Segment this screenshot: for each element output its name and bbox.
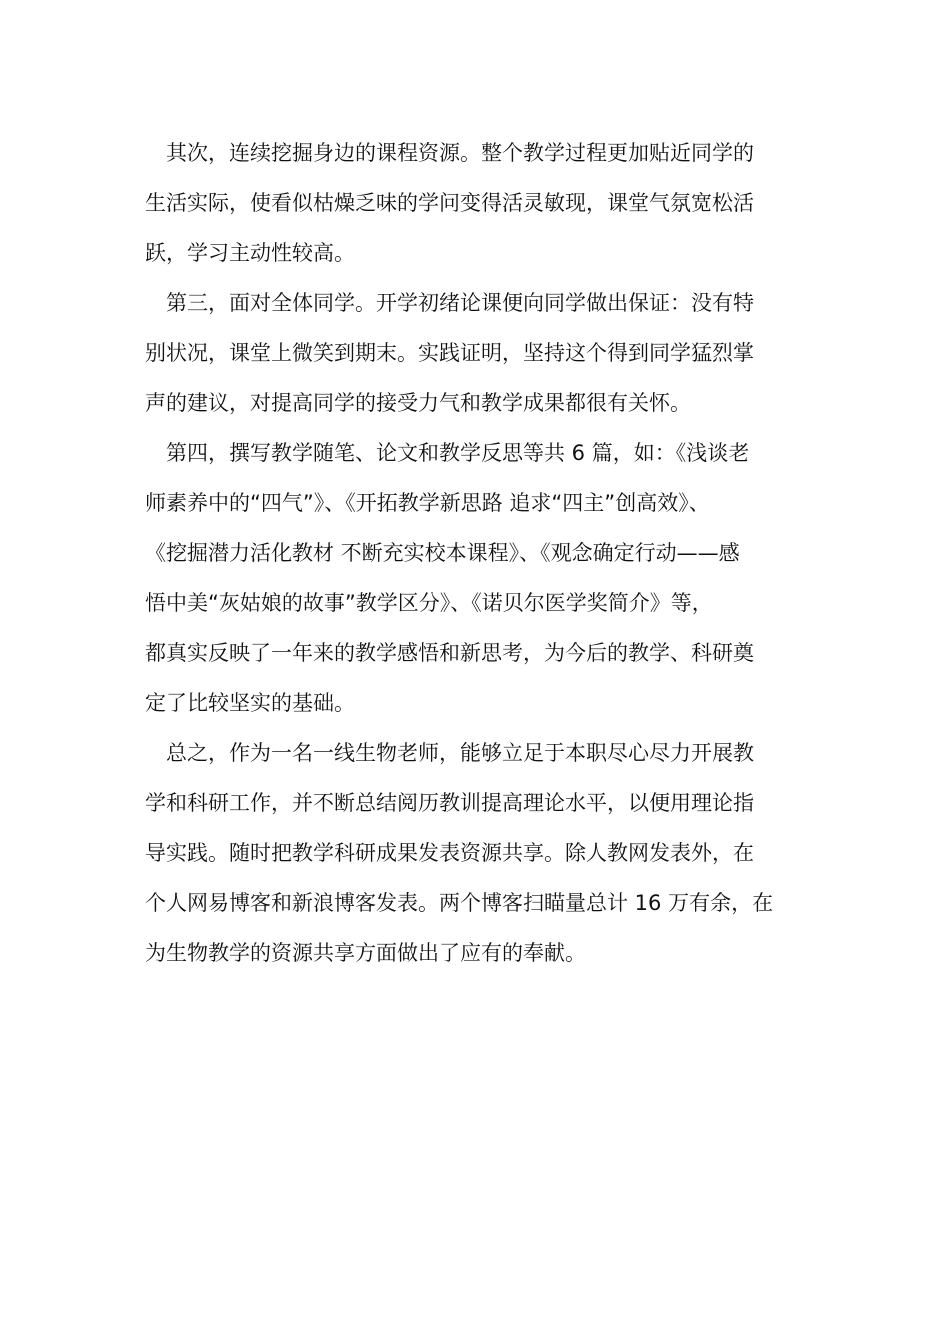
text-line: 都真实反映了一年来的教学感悟和新思考，为今后的教学、科研奠: [145, 641, 754, 665]
text-line: 其次，连续挖掘身边的课程资源。整个教学过程更加贴近同学的: [166, 141, 754, 165]
text-line: 第三，面对全体同学。开学初绪论课便向同学做出保证：没有特: [166, 291, 754, 315]
text-line: 定了比较坚实的基础。: [145, 691, 355, 715]
text-line: 学和科研工作，并不断总结阅历教训提高理论水平，以便用理论指: [145, 791, 754, 815]
text-line: 悟中美“灰姑娘的故事”教学区分》、《诺贝尔医学奖简介》等，: [145, 591, 713, 615]
paragraph-3: [145, 428, 825, 728]
text-line: 个人网易博客和新浪博客发表。两个博客扫瞄量总计 16 万有余，在: [145, 891, 774, 915]
text-line: 为生物教学的资源共享方面做出了应有的奉献。: [145, 941, 586, 965]
text-line: 第四，撰写教学随笔、论文和教学反思等共 6 篇，如：《浅谈老: [166, 441, 750, 465]
text-line: 导实践。随时把教学科研成果发表资源共享。除人教网发表外，在: [145, 841, 754, 865]
text-line: 《挖掘潜力活化教材 不断充实校本课程》、《观念确定行动——感: [145, 541, 740, 565]
document-body: [145, 128, 825, 978]
text-line: 师素养中的“四气”》、《开拓教学新思路 追求“四主”创高效》、: [145, 491, 710, 515]
text-line: 别状况，课堂上微笑到期末。实践证明，坚持这个得到同学猛烈掌: [145, 341, 754, 365]
paragraph-2: [145, 278, 825, 428]
text-line: 总之，作为一名一线生物老师，能够立足于本职尽心尽力开展教: [166, 741, 754, 765]
text-line: 声的建议，对提高同学的接受力气和教学成果都很有关怀。: [145, 391, 691, 415]
paragraph-4: [145, 728, 825, 978]
text-line: 跃，学习主动性较高。: [145, 241, 355, 265]
paragraph-1: [145, 128, 825, 278]
text-line: 生活实际，使看似枯燥乏味的学问变得活灵敏现，课堂气氛宽松活: [145, 191, 754, 215]
